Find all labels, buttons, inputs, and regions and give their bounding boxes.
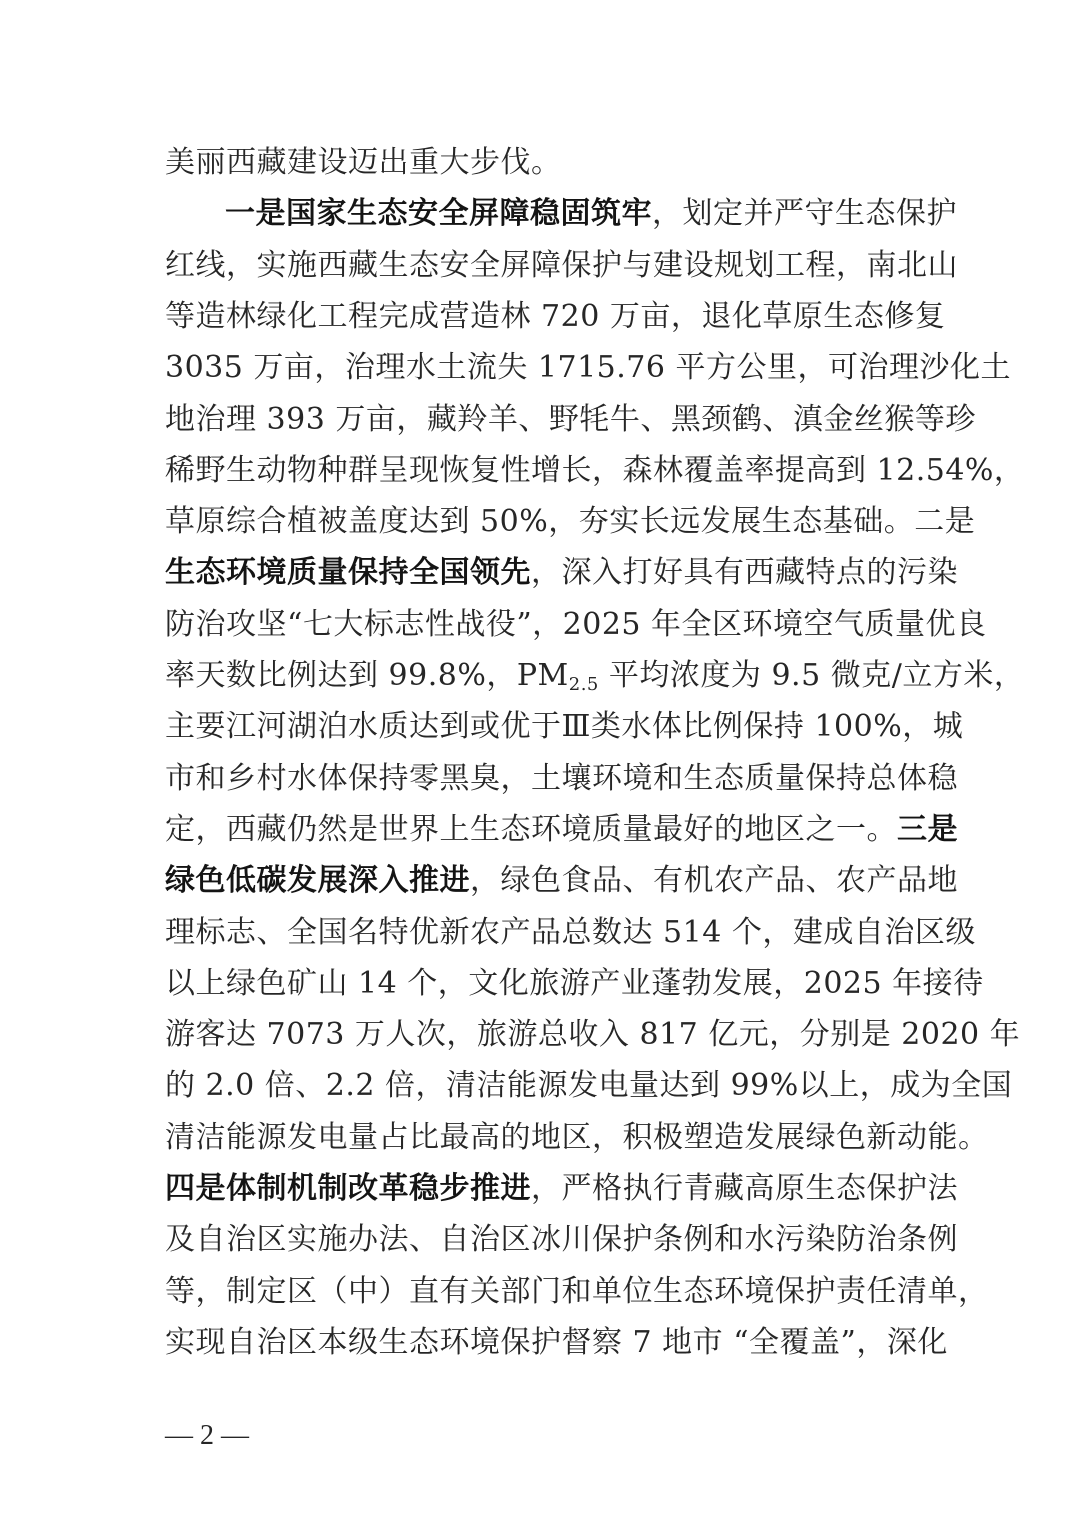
text-segment: 定，西藏仍然是世界上生态环境质量最好的地区之一。	[165, 811, 897, 847]
bold-heading-phrase: 一是国家生态安全屏障稳固筑牢	[225, 196, 652, 232]
text-line	[165, 243, 958, 289]
bold-heading-phrase: 绿色低碳发展深入推进	[165, 863, 470, 899]
page-number: — 2 —	[165, 1420, 249, 1451]
text-line	[165, 499, 976, 545]
text-line	[165, 910, 976, 956]
text-line	[165, 961, 984, 1007]
subscript-text: 2.5	[568, 674, 599, 695]
text-line	[165, 1320, 948, 1366]
text-segment: 清洁能源发电量占比最高的地区，积极塑造发展绿色新动能。	[165, 1119, 989, 1155]
text-segment: ，绿色食品、有机农产品、农产品地	[470, 863, 958, 899]
text-line	[225, 191, 957, 237]
text-segment: 的 2.0 倍、2.2 倍，清洁能源发电量达到 99%以上，成为全国	[165, 1068, 1013, 1104]
text-line	[165, 1166, 958, 1212]
text-line	[165, 1012, 1021, 1058]
text-line	[165, 1063, 1013, 1109]
text-line	[165, 140, 917, 186]
text-line	[165, 807, 958, 853]
text-line	[165, 345, 1012, 391]
text-segment: 主要江河湖泊水质达到或优于Ⅲ类水体比例保持 100%，城	[165, 709, 964, 745]
text-segment: 美丽西藏建设迈出重大步伐。	[165, 145, 562, 180]
text-segment: 防治攻坚“七大标志性战役”，2025 年全区环境空气质量优良	[165, 606, 987, 642]
text-line	[165, 704, 964, 750]
text-segment: 平均浓度为 9.5 微克/立方米，	[598, 658, 1025, 693]
text-segment: ，深入打好具有西藏特点的污染	[531, 555, 958, 591]
text-segment: 草原综合植被盖度达到 50%，夯实长远发展生态基础。二是	[165, 504, 976, 540]
text-line	[165, 858, 958, 904]
text-segment: 以上绿色矿山 14 个，文化旅游产业蓬勃发展，2025 年接待	[165, 965, 984, 1001]
text-segment: ，严格执行青藏高原生态保护法	[531, 1171, 958, 1206]
text-line	[165, 448, 1025, 494]
text-segment: 游客达 7073 万人次，旅游总收入 817 亿元，分别是 2020 年	[165, 1017, 1021, 1053]
text-segment: 市和乡村水体保持零黑臭，土壤环境和生态质量保持总体稳	[165, 760, 958, 796]
text-line	[165, 294, 946, 340]
bold-heading-phrase: 三是	[897, 811, 958, 847]
text-segment: 稀野生动物种群呈现恢复性增长，森林覆盖率提高到 12.54%，	[165, 452, 1025, 488]
text-segment: 及自治区实施办法、自治区冰川保护条例和水污染防治条例	[165, 1222, 958, 1258]
text-segment: 率天数比例达到 99.8%，PM	[165, 658, 569, 693]
text-line	[165, 1269, 989, 1315]
text-segment: 地治理 393 万亩，藏羚羊、野牦牛、黑颈鹤、滇金丝猴等珍	[165, 401, 976, 437]
text-segment: 等，制定区（中）直有关部门和单位生态环境保护责任清单，	[165, 1273, 989, 1309]
text-line	[165, 1217, 958, 1263]
text-line	[165, 550, 958, 596]
text-segment: 实现自治区本级生态环境保护督察 7 地市 “全覆盖”，深化	[165, 1324, 948, 1360]
text-segment: ，划定并严守生态保护	[652, 196, 957, 232]
text-line	[165, 602, 987, 648]
text-line	[165, 756, 958, 802]
text-segment: 3035 万亩，治理水土流失 1715.76 平方公里，可治理沙化土	[165, 350, 1012, 386]
text-segment: 理标志、全国名特优新农产品总数达 514 个，建成自治区级	[165, 914, 976, 950]
text-segment: 红线，实施西藏生态安全屏障保护与建设规划工程，南北山	[165, 247, 958, 283]
text-segment: 等造林绿化工程完成营造林 720 万亩，退化草原生态修复	[165, 298, 946, 334]
bold-heading-phrase: 生态环境质量保持全国领先	[165, 555, 531, 591]
text-line	[165, 397, 976, 443]
text-line	[165, 653, 1025, 699]
bold-heading-phrase: 四是体制机制改革稳步推进	[165, 1171, 531, 1206]
text-line	[165, 1115, 989, 1161]
